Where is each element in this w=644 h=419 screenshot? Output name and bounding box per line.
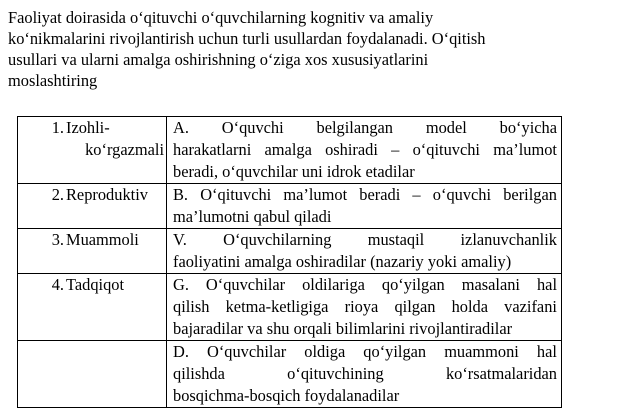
feature-word: izlanuvchanlik — [460, 230, 557, 249]
feature-word: O‘quvchilarning — [223, 230, 332, 249]
feature-word: – — [412, 185, 421, 204]
method-cell — [18, 184, 167, 229]
feature-line — [173, 229, 557, 251]
feature-line — [173, 296, 557, 318]
feature-word: G. — [173, 275, 189, 294]
feature-line — [173, 341, 557, 363]
feature-cell — [167, 184, 562, 229]
feature-word: qilishda — [173, 364, 225, 383]
method-cell — [18, 341, 167, 408]
feature-word: O‘qituvchi — [200, 185, 272, 204]
feature-word: bo‘yicha — [499, 118, 557, 137]
feature-word: ma’lumot — [283, 185, 348, 204]
feature-word: A. — [173, 118, 189, 137]
table-row — [18, 184, 562, 229]
method-cell — [18, 229, 167, 274]
feature-word: holda — [451, 297, 488, 316]
question-line: usullari va ularni amalga oshirishning o‘ziga xos xususiyatlarini — [8, 50, 429, 69]
feature-word: V. — [173, 230, 187, 249]
method-number: 2. — [51, 185, 64, 204]
method-name: Izohli- — [66, 118, 110, 137]
feature-word: mustaqil — [367, 230, 425, 249]
feature-word: oldilariga — [302, 275, 365, 294]
table-row — [18, 274, 562, 341]
method-cell — [18, 117, 167, 184]
method-number: 3. — [51, 230, 64, 249]
feature-line: beradi, o‘quvchilar uni idrok etadilar — [173, 162, 415, 181]
feature-word: muammoni — [444, 342, 519, 361]
feature-word: model — [425, 118, 467, 137]
feature-word: hal — [536, 275, 557, 294]
feature-cell — [167, 117, 562, 184]
feature-word: D. — [173, 342, 189, 361]
feature-word: qilgan — [394, 297, 436, 316]
feature-word: ketma-ketligiga — [225, 297, 329, 316]
feature-word: o‘quvchi — [432, 185, 492, 204]
feature-line: ma’lumotni qabul qiladi — [173, 207, 332, 226]
feature-word: – — [391, 140, 400, 159]
feature-word: harakatlarni — [173, 140, 252, 159]
question-line: ko‘nikmalarini rivojlantirish uchun turli usullardan foydalanadi. O‘qitish — [8, 29, 486, 48]
question-line: moslashtiring — [8, 71, 98, 90]
feature-line: bosqichma-bosqich foydalanadilar — [173, 386, 400, 405]
feature-line: bajaradilar va shu orqali bilimlarini rivojlantiradilar — [173, 319, 513, 338]
method-name: Muammoli — [66, 230, 139, 249]
feature-word: B. — [173, 185, 189, 204]
feature-word: vazifani — [504, 297, 557, 316]
feature-word: belgilangan — [316, 118, 393, 137]
feature-word: O‘quvchi — [221, 118, 284, 137]
feature-word: oshiradi — [325, 140, 378, 159]
feature-word: O‘quvchilar — [205, 275, 286, 294]
feature-cell — [167, 229, 562, 274]
method-cell — [18, 274, 167, 341]
method-name: Reproduktiv — [66, 185, 148, 204]
feature-line: faoliyatini amalga oshiradilar (nazariy yoki amaliy) — [173, 252, 512, 271]
feature-word: o‘qituvchi — [412, 140, 480, 159]
feature-word: ko‘rsatmalaridan — [445, 364, 557, 383]
feature-word: oldiga — [304, 342, 346, 361]
feature-word: berilgan — [503, 185, 557, 204]
feature-line — [173, 184, 557, 206]
feature-word: amalga — [264, 140, 312, 159]
feature-line — [173, 117, 557, 139]
feature-word: O‘quvchilar — [207, 342, 287, 361]
question-text — [8, 7, 618, 91]
feature-cell — [167, 274, 562, 341]
method-name-continued: ko‘rgazmali — [85, 140, 164, 159]
feature-word: hal — [536, 342, 557, 361]
method-name: Tadqiqot — [66, 275, 125, 294]
feature-word: qo‘yilgan — [363, 342, 427, 361]
feature-word: rioya — [344, 297, 379, 316]
table-row — [18, 341, 562, 408]
feature-line — [173, 363, 557, 385]
method-number: 4. — [51, 275, 64, 294]
matching-table — [17, 116, 562, 408]
feature-word: qo‘yilgan — [381, 275, 445, 294]
feature-word: qilish — [173, 297, 210, 316]
feature-word: ma’lumot — [493, 140, 557, 159]
feature-cell — [167, 341, 562, 408]
feature-line — [173, 139, 557, 161]
question-line: Faoliyat doirasida o‘qituvchi o‘quvchilarning kognitiv va amaliy — [8, 8, 434, 27]
table-row — [18, 117, 562, 184]
table-row — [18, 229, 562, 274]
method-number: 1. — [51, 118, 64, 137]
feature-word: beradi — [359, 185, 401, 204]
feature-word: o‘qituvchining — [287, 364, 384, 383]
feature-line — [173, 274, 557, 296]
feature-word: masalani — [461, 275, 520, 294]
